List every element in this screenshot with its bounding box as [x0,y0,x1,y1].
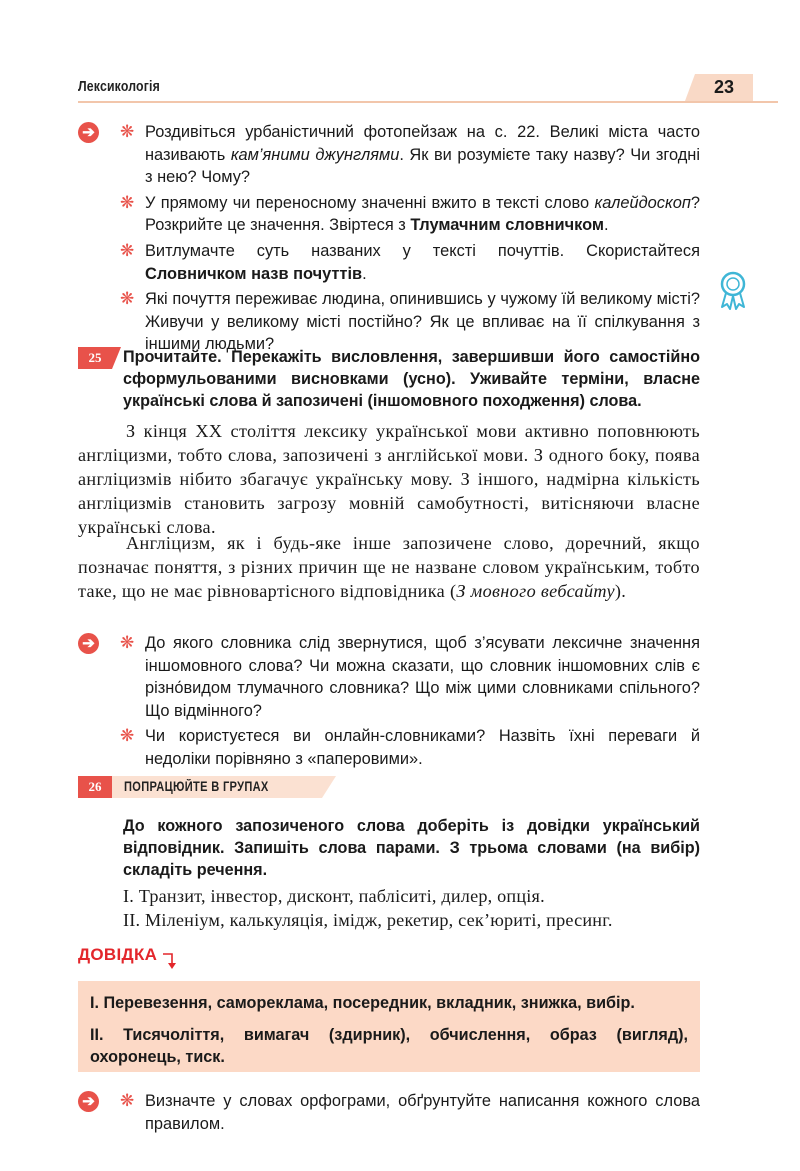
arrow-icon: ➔ [78,633,99,654]
question-item [118,1090,700,1135]
star-bullet-icon: ❋ [120,726,135,746]
task-number-26: 26 [78,776,112,798]
questions-list-1 [118,121,700,359]
question-text: . [604,216,609,235]
text-paragraph-1: З кінця XX століття лексику української мови активно поповнюють англіцизми, тобто слова, запозичені з англійської мови. З одного боку, поява англіцизмів нібито збагачує українську мову. З іншого, надмірна кількість англіцизмів становить загрозу мовній самобутності, витісняючи власне українські слова. [78,421,700,537]
question-text: ? Розкрийте це значення. Звіртеся з [145,193,700,235]
bold-term: Тлумачним словничком [410,216,604,235]
star-bullet-icon: ❋ [120,289,135,309]
paragraph-2-end: ). [614,581,627,601]
star-bullet-icon: ❋ [120,192,135,212]
down-arrow-icon [162,950,180,970]
task-25-heading: Прочитайте. Перекажіть висловлення, завершивши його самостійно сформульованими висновками (усно). Уживайте терміни, власне українські слова й запозичені (іншомовного походження) слова. [123,348,700,410]
paragraph-2-main: Англіцизм, як і будь-яке інше запозичене слово, доречний, якщо позначає поняття, з різних причин ще не назване словом українським, тобто таке, що не має рівновартісного відповідника ( [78,533,700,601]
page-number-tab [695,74,753,101]
italic-term: кам’яними джунглями [230,145,400,164]
star-bullet-icon: ❋ [120,240,135,260]
bold-term: Словничком назв почуттів [145,264,363,283]
header-divider [78,101,778,103]
question-item [118,240,700,285]
question-item [118,632,700,722]
arrow-icon: ➔ [78,122,99,143]
questions-list-3 [118,1090,700,1138]
question-text: Роздивіться урбаністичний фотопейзаж на с. 22. Великі міста часто називають [145,123,700,164]
page-number: 23 [713,77,735,97]
group-work-label: ПОПРАЦЮЙТЕ В ГРУПАХ [124,779,269,794]
question-text: До якого словника слід звернутися, щоб з’ясувати лексичне значення іншомовного слова? Чи можна сказати, що словник іншомовних слів є різно́видом тлумачного словника? Що між цими словниками спільного? Що відмінного? [145,634,700,720]
question-text: Витлумачте суть названих у тексті почуттів. Скористайтеся [145,241,700,260]
question-item [118,121,700,189]
word-list-2: II. Міленіум, калькуляція, імідж, рекетир, сек’юриті, пресинг. [123,910,613,930]
question-text: Визначте у словах орфограми, обґрунтуйте написання кожного слова правилом. [145,1092,700,1133]
question-text: У прямому чи переносному значенні вжито в тексті слово [145,193,595,212]
reference-line-1: I. Перевезення, самореклама, посередник, вкладник, знижка, вибір. [90,994,635,1012]
text-source: З мовного вебсайту [456,581,615,601]
question-text: Які почуття переживає людина, опинившись у чужому їй великому місті? Живучи у великому місті постійно? Як це впливає на її спілкування з іншими людьми? [145,290,700,354]
word-list-1: I. Транзит, інвестор, дисконт, пабліситі, дилер, опція. [123,886,545,906]
award-ribbon-icon [716,270,750,310]
star-bullet-icon: ❋ [120,1091,135,1110]
question-text: . Як ви розумієте таку назву? Чи згодні з нею? Чому? [145,145,700,187]
arrow-icon: ➔ [78,1091,99,1112]
section-title: Лексикологія [78,78,160,95]
star-bullet-icon: ❋ [120,633,135,652]
reference-line-2: II. Тисячоліття, вимагач (здирник), обчислення, образ (вигляд), охоронець, тиск. [90,1026,688,1066]
question-text: . [362,264,367,283]
question-item [118,725,700,770]
reference-title: ДОВІДКА [78,945,158,964]
task-26-heading: До кожного запозиченого слова доберіть із довідки український відповідник. Запишіть слова парами. З трьома словами (на вибір) складіть речення. [123,817,700,879]
questions-list-2 [118,632,700,774]
italic-term: калейдоскоп [594,193,691,212]
star-bullet-icon: ❋ [120,122,135,141]
task-number-25: 25 [78,347,112,369]
question-text: Чи користуєтеся ви онлайн-словниками? Назвіть їхні переваги й недоліки порівняно з «паперовими». [145,727,700,768]
question-item [118,192,700,237]
text-paragraph-2 [78,531,700,603]
